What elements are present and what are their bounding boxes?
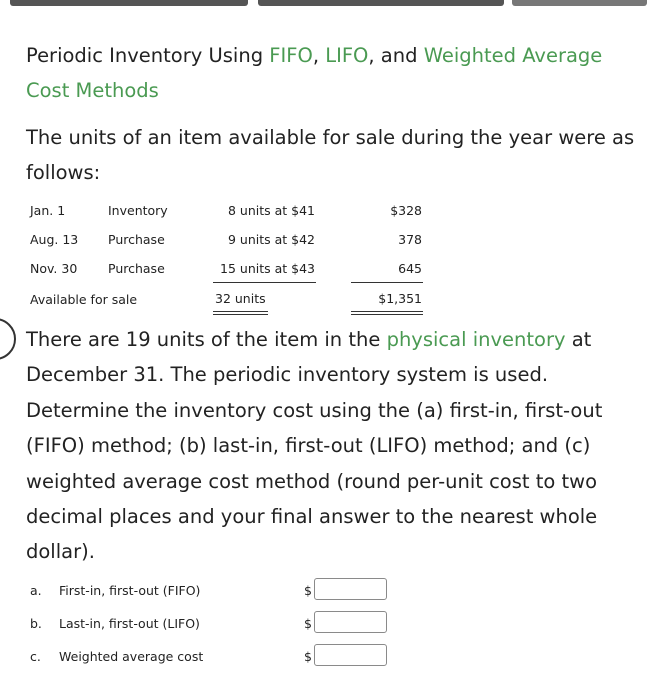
question-marker-icon	[0, 318, 16, 360]
row-type: Purchase	[108, 232, 165, 247]
units-subtotal-rule	[213, 282, 316, 283]
answer-label-fifo: First-in, first-out (FIFO)	[59, 583, 201, 598]
title-weighted-average-link[interactable]: Weighted Average Cost Methods	[26, 44, 603, 102]
row-units: 15 units at $43	[220, 261, 315, 276]
row-cost: 645	[398, 261, 422, 276]
currency-symbol: $	[304, 616, 312, 631]
total-label: Available for sale	[30, 292, 138, 307]
title-prefix: Periodic Inventory Using	[26, 44, 270, 67]
row-cost: $328	[390, 203, 422, 218]
units-total-double-rule-top	[213, 311, 268, 312]
total-units: 32 units	[215, 291, 266, 306]
top-tab-bar	[0, 0, 647, 8]
currency-symbol: $	[304, 583, 312, 598]
row-units: 9 units at $42	[227, 232, 315, 247]
total-cost: $1,351	[378, 291, 422, 306]
tab-3[interactable]	[512, 0, 647, 6]
answer-label-weighted: Weighted average cost	[59, 649, 204, 664]
question-part-1: There are 19 units of the item in the	[26, 328, 387, 351]
row-units: 8 units at $41	[227, 203, 315, 218]
tab-1[interactable]	[10, 0, 248, 6]
units-total-double-rule-bottom	[213, 314, 268, 315]
fifo-answer-input[interactable]	[314, 578, 387, 600]
currency-symbol: $	[304, 649, 312, 664]
answer-letter-c: c.	[30, 649, 41, 664]
lifo-answer-input[interactable]	[314, 611, 387, 633]
row-date: Jan. 1	[30, 203, 66, 218]
page-title	[26, 38, 641, 108]
question-part-2: at December 31. The periodic inventory system is used. Determine the inventory cost using the (a) first-in, first-out (FIFO) method; (b) last-in, first-out (LIFO) method; and (c) weighted average cost method (round per-unit cost to two decimal places and your final answer to the nearest whole dollar).	[26, 328, 603, 564]
answer-letter-b: b.	[30, 616, 42, 631]
intro-text: The units of an item available for sale during the year were as follows:	[26, 126, 635, 184]
physical-inventory-link[interactable]: physical inventory	[386, 328, 566, 351]
cost-subtotal-rule	[351, 282, 423, 283]
answer-letter-a: a.	[30, 583, 42, 598]
row-type: Inventory	[108, 203, 168, 218]
row-date: Aug. 13	[30, 232, 79, 247]
title-separator-1: ,	[312, 44, 326, 67]
title-separator-2: , and	[368, 44, 424, 67]
row-type: Purchase	[108, 261, 165, 276]
tab-2[interactable]	[258, 0, 504, 6]
cost-total-double-rule-bottom	[351, 314, 423, 315]
row-date: Nov. 30	[30, 261, 78, 276]
question-text	[26, 322, 641, 570]
row-cost: 378	[398, 232, 422, 247]
title-fifo-link[interactable]: FIFO	[269, 44, 313, 67]
answer-label-lifo: Last-in, first-out (LIFO)	[59, 616, 200, 631]
title-lifo-link[interactable]: LIFO	[325, 44, 369, 67]
cost-total-double-rule-top	[351, 311, 423, 312]
weighted-average-answer-input[interactable]	[314, 644, 387, 666]
